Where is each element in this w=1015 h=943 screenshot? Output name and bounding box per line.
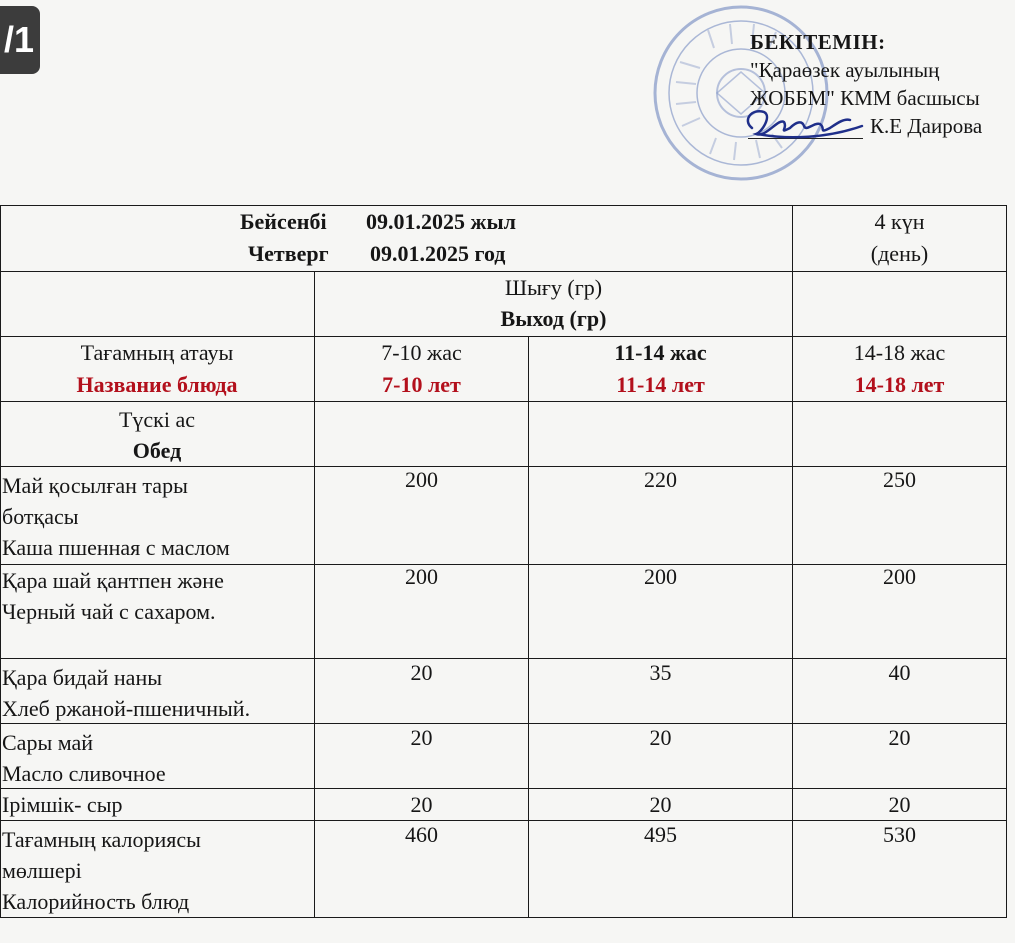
approval-line-2: ЖОББМ" КММ басшысы <box>750 86 980 110</box>
dish-name-line: Масло сливочное <box>2 761 166 786</box>
portion-14-18: 250 <box>883 467 916 492</box>
dish-name-line: Каша пшенная с маслом <box>2 535 230 560</box>
dish-name-header-kz: Тағамның атауы <box>80 340 234 365</box>
dish-name-line: Тағамның калориясы <box>2 827 201 852</box>
portion-7-10: 20 <box>410 725 433 750</box>
day-number-kz: 4 күн <box>874 209 925 234</box>
day-number-ru: (день) <box>870 241 929 266</box>
portion-7-10: 200 <box>405 564 438 589</box>
portion-14-18: 20 <box>888 792 911 817</box>
age-11-14-header-ru: 11-14 лет <box>616 372 705 397</box>
portion-14-18: 200 <box>883 564 916 589</box>
age-7-10-header-ru: 7-10 лет <box>382 372 461 397</box>
age-14-18-header-ru: 14-18 лет <box>854 372 945 397</box>
dish-name-header-ru: Название блюда <box>76 372 238 397</box>
portion-11-14: 220 <box>644 467 677 492</box>
dish-name-line: Хлеб ржаной-пшеничный. <box>2 696 251 721</box>
dish-name-line: Май қосылған тары <box>2 473 188 498</box>
portion-7-10: 20 <box>410 792 433 817</box>
dish-name-line: Черный чай с сахаром. <box>2 599 216 624</box>
day-ru: Четверг <box>248 241 329 266</box>
approval-signatory: К.Е Даирова <box>870 114 983 138</box>
age-7-10-header-kz: 7-10 жас <box>381 340 462 365</box>
portion-14-18: 40 <box>888 660 911 685</box>
dish-name-line: Калорийность блюд <box>2 889 190 914</box>
portion-11-14: 35 <box>649 660 672 685</box>
approval-line-1: "Қараөзек ауылының <box>750 58 940 82</box>
portion-11-14: 200 <box>644 564 677 589</box>
output-header-ru: Выход (гр) <box>500 306 607 331</box>
dish-name-line: ботқасы <box>2 504 79 529</box>
dish-name-line: Қара бидай наны <box>2 665 162 690</box>
portion-14-18: 20 <box>888 725 911 750</box>
age-11-14-header-kz: 11-14 жас <box>614 340 707 365</box>
handwritten-signature <box>738 98 868 148</box>
page-counter-badge: /1 <box>0 6 40 74</box>
portion-11-14: 20 <box>649 792 672 817</box>
day-kz: Бейсенбі <box>240 209 327 234</box>
dish-name-line: мөлшері <box>2 858 82 883</box>
portion-7-10: 200 <box>405 467 438 492</box>
portion-7-10: 460 <box>405 822 438 847</box>
output-header-kz: Шығу (гр) <box>504 275 603 300</box>
meal-label-kz: Түскі ас <box>118 407 196 432</box>
portion-11-14: 495 <box>644 822 677 847</box>
portion-11-14: 20 <box>649 725 672 750</box>
portion-14-18: 530 <box>883 822 916 847</box>
age-14-18-header-kz: 14-18 жас <box>853 340 946 365</box>
date-kz: 09.01.2025 жыл <box>366 209 516 234</box>
portion-7-10: 20 <box>410 660 433 685</box>
approval-heading: БЕКІТЕМІН: <box>750 30 886 54</box>
dish-name-line: Қара шай қантпен және <box>2 568 224 593</box>
dish-name-line: Ірімшік- сыр <box>2 792 123 817</box>
dish-name-line: Сары май <box>2 730 94 755</box>
meal-label-ru: Обед <box>132 438 182 463</box>
date-ru: 09.01.2025 год <box>370 241 506 266</box>
